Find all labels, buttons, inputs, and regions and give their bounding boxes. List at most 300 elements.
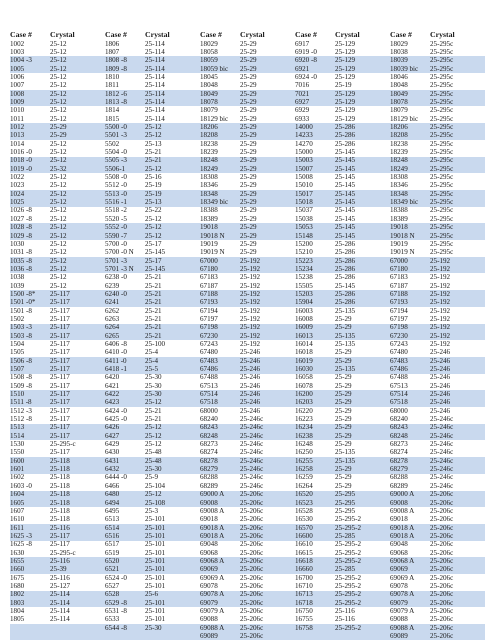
table-row [200,423,285,431]
case-number: 16238 [295,431,313,440]
crystal-number: 25-21 [145,289,162,298]
table-row [10,540,95,548]
crystal-number: 25-114 [145,39,165,48]
crystal-number: 25-30 [145,381,162,390]
crystal-number: 25-295c [430,206,454,215]
case-number: 16248 [295,440,313,449]
case-number: 1604 [10,490,25,499]
table-row [295,482,380,490]
case-number: 18029 [200,39,218,48]
crystal-number: 25-29 [240,156,257,165]
crystal-number: 25-295c [430,156,454,165]
table-row [390,507,475,515]
table-row [200,432,285,440]
crystal-number: 25-117 [50,415,70,424]
crystal-number: 25-118 [50,473,70,482]
case-number: 67194 [200,306,218,315]
table-row [200,323,285,331]
crystal-number: 25-29 [240,173,257,182]
case-number: 1808 -8 [105,56,127,65]
case-number: 69008 [200,498,218,507]
table-row [200,524,285,532]
table-row [105,140,190,148]
crystal-number: 25-21 [145,406,162,415]
table-row [10,357,95,365]
table-row [105,432,190,440]
case-number: 1814 [105,106,120,115]
crystal-number: 25-192 [430,264,451,273]
case-number: 15223 [295,256,313,265]
case-number: 18079 [390,106,408,115]
table-row [105,373,190,381]
crystal-number: 25-12 [145,423,162,432]
case-number: 69078 A [200,590,225,599]
table-row [10,81,95,89]
table-row [390,407,475,415]
table-row [10,198,95,206]
case-number: 16250 [295,448,313,457]
crystal-number: 25-145 [335,189,356,198]
case-number: 16018 [295,348,313,357]
table-row [10,532,95,540]
crystal-number: 25-286 [335,264,356,273]
table-row [295,115,380,123]
crystal-number: 25-295c [430,189,454,198]
table-row [295,549,380,557]
case-number: 6919 -0 [295,47,317,56]
case-number: 5504 -0 [105,148,127,157]
table-row [390,382,475,390]
table-row [105,223,190,231]
case-number: 6421 [105,381,120,390]
table-row [10,340,95,348]
crystal-number: 25-246c [240,440,264,449]
table-row [10,615,95,623]
crystal-number: 25-246 [430,348,451,357]
case-number: 19019 N [390,248,415,257]
crystal-number: 25-206c [430,615,454,624]
table-row [295,206,380,214]
case-number: 6516 [105,531,120,540]
case-number: 6933 [295,114,310,123]
table-row [10,257,95,265]
table-row [390,632,475,640]
crystal-number: 25-192 [240,314,261,323]
crystal-number: 25-12 [145,214,162,223]
table-row [105,156,190,164]
case-number: 18059 [200,56,218,65]
crystal-number: 25-246c [430,448,454,457]
crystal-number: 25-246 [240,356,261,365]
table-row [390,307,475,315]
case-number: 67230 [390,331,408,340]
crystal-number: 25-145 [335,148,356,157]
case-number: 67243 [200,339,218,348]
crystal-number: 25-117 [50,323,70,332]
table-row [10,232,95,240]
case-number: 1812 -6 [105,89,127,98]
table-row [10,473,95,481]
case-number: 5701 -3 [105,256,127,265]
crystal-number: 25-246 [430,390,451,399]
crystal-number: 25-206c [430,556,454,565]
crystal-number: 25-135 [335,448,356,457]
case-number: 6528 [105,590,120,599]
table-row [105,540,190,548]
table-row [105,165,190,173]
table-row [295,223,380,231]
crystal-number: 25-117 [50,423,70,432]
case-number: 1655 [10,556,25,565]
crystal-number: 25-21 [145,306,162,315]
table-row [390,81,475,89]
case-number: 16220 [295,406,313,415]
table-row [10,90,95,98]
case-number: 5700 -0 [105,239,127,248]
crystal-number: 25-29 [335,431,352,440]
case-number: 18248 [200,156,218,165]
crystal-number: 25-118 [50,456,70,465]
table-row [105,232,190,240]
case-number: 6920 -8 [295,56,317,65]
crystal-number: 25-246 [240,381,261,390]
crystal-number: 25-286 [335,139,356,148]
crystal-number: 25-295 [335,498,356,507]
crystal-number: 25-101 [145,581,166,590]
case-number: 69008 A [200,506,225,515]
crystal-number: 25-246 [240,406,261,415]
crystal-number: 25-192 [430,289,451,298]
case-number: 1811 [105,81,119,90]
crystal-number: 25-286 [335,131,356,140]
crystal-number: 25-135 [335,365,356,373]
crystal-number: 25-29 [240,139,257,148]
case-number: 1031 -8 [10,248,32,257]
crystal-number: 25-145 [335,214,356,223]
crystal-number: 25-29 [240,47,257,56]
crystal-number: 25-29 [335,356,352,365]
table-row [390,398,475,406]
crystal-number: 25-21 [145,298,162,307]
case-number: 6527 [105,581,120,590]
case-number: 1625 -3 [10,531,32,540]
crystal-number: 25-12 [145,131,162,140]
crystal-number: 25-295c [430,248,454,257]
table-row [295,340,380,348]
table-row [295,198,380,206]
crystal-number: 25-114 [145,56,165,65]
case-number: 18206 [200,123,218,132]
case-number: 69069 A [200,573,225,582]
crystal-number: 25-286 [335,273,356,282]
table-row [10,507,95,515]
table-row [390,373,475,381]
case-number: 1008 [10,89,25,98]
case-number: 69079 A [390,606,415,615]
case-number: 69068 [390,548,408,557]
table-row [200,390,285,398]
case-number: 69068 A [200,556,225,565]
case-number: 68248 [200,431,218,440]
table-row [200,557,285,565]
table-row [295,148,380,156]
crystal-number: 25-19 [145,189,162,198]
crystal-number: 25-295c [430,64,454,73]
table-row [10,348,95,356]
table-row [200,232,285,240]
table-row [390,232,475,240]
case-number: 67518 [200,398,218,407]
case-number: 16523 [295,498,313,507]
crystal-number: 25-246c [240,481,264,490]
table-row [105,131,190,139]
table-row [390,123,475,131]
table-row [10,273,95,281]
table-row [10,415,95,423]
case-number: 69018 A [200,523,225,532]
table-row [105,549,190,557]
table-column-3 [200,30,285,640]
case-number: 18078 [200,98,218,106]
crystal-number: 25-3 [145,506,159,515]
crystal-number: 25-295-2 [335,598,362,607]
case-number: 1028 -8 [10,223,32,232]
table-row [10,457,95,465]
crystal-number: 25-285 [335,531,356,540]
table-row [10,599,95,607]
table-row [105,240,190,248]
case-number: 69078 [390,581,408,590]
crystal-number: 25-114 [145,114,165,123]
case-number: 1805 [10,615,25,624]
table-row [10,298,95,306]
case-number: 16528 [295,506,313,515]
case-number: 6444 -0 [105,473,127,482]
table-row [200,448,285,456]
case-number: 1603 -0 [10,481,32,490]
crystal-number: 25-12 [50,264,67,273]
crystal-number: 25-116 [50,573,70,582]
case-number: 18389 [390,214,408,223]
crystal-number: 25-206c [430,540,454,549]
crystal-number: 25-192 [430,314,451,323]
table-row [390,98,475,106]
table-row [295,607,380,615]
case-number: 6427 [105,431,120,440]
crystal-number: 25-117 [50,356,70,365]
crystal-number: 25-206c [430,590,454,599]
table-row [200,265,285,273]
crystal-number: 25-39 [50,565,67,574]
table-row [295,106,380,114]
case-number: 67187 [390,281,408,290]
crystal-number: 25-12 [50,248,67,257]
crystal-number: 25-145 [335,181,356,190]
table-row [295,390,380,398]
table-row [105,323,190,331]
table-row [200,340,285,348]
case-number: 15203 [295,289,313,298]
case-number: 1605 [10,498,25,507]
crystal-number: 25-135 [335,456,356,465]
case-number: 16234 [295,423,313,432]
table-row [295,190,380,198]
crystal-number: 25-206c [240,498,264,507]
crystal-number: 25-12 [145,431,162,440]
case-number: 1530 [10,440,25,449]
crystal-number: 25-246c [240,456,264,465]
crystal-number: 25-206c [430,606,454,615]
table-row [390,482,475,490]
crystal-number: 25-6 [145,590,159,599]
case-number: 15018 [295,198,313,207]
table-row [10,482,95,490]
case-number: 6240 -0 [105,289,127,298]
table-row [295,524,380,532]
crystal-number: 25-286 [335,239,356,248]
table-row [200,40,285,48]
case-number: 15037 [295,206,313,215]
case-header: Case # [200,30,222,39]
case-number: 14233 [295,131,313,140]
case-number: 6432 [105,465,120,474]
table-row [295,365,380,373]
table-row [390,615,475,623]
crystal-number: 25-192 [240,289,261,298]
table-row [10,56,95,64]
table-row [295,282,380,290]
case-number: 69089 [200,632,218,640]
crystal-number: 25-286 [335,298,356,307]
crystal-number: 25-295-2 [335,556,362,565]
table-row [200,332,285,340]
case-number: 18239 [390,148,408,157]
case-number: 1802 [10,590,25,599]
crystal-number: 25-17 [145,256,162,265]
table-row [105,565,190,573]
table-row [390,156,475,164]
crystal-number: 25-101 [145,598,166,607]
case-number: 18249 [200,164,218,173]
table-row [10,315,95,323]
crystal-number: 25-117 [50,540,70,549]
table-row [200,290,285,298]
table-row [295,165,380,173]
crystal-number: 25-29 [335,381,352,390]
table-row [295,123,380,131]
case-number: 1026 -8 [10,206,32,215]
case-number: 16255 [295,456,313,465]
crystal-number: 25-246c [430,440,454,449]
crystal-number: 25-114 [145,81,165,90]
crystal-number: 25-29 [335,398,352,407]
case-number: 67514 [390,390,408,399]
case-number: 67483 [200,356,218,365]
table-row [105,365,190,373]
crystal-number: 25-192 [430,331,451,340]
case-number: 15008 [295,173,313,182]
case-number: 6917 [295,39,310,48]
crystal-number: 25-246c [240,423,264,432]
table-row [10,407,95,415]
case-number: 1625 -8 [10,540,32,549]
table-row [200,123,285,131]
case-number: 18346 [390,181,408,190]
table-row [105,173,190,181]
table-row [390,348,475,356]
case-number: 18029 [390,39,408,48]
case-number: 16019 [295,356,313,365]
crystal-number: 25-295c [430,214,454,223]
crystal-number: 25-206c [240,565,264,574]
crystal-number: 25-12 [145,164,162,173]
crystal-number: 25-114 [50,598,70,607]
case-number: 68278 [200,456,218,465]
table-row [390,624,475,632]
case-number: 5520 -5 [105,214,127,223]
case-number: 18348 [200,189,218,198]
case-number: 1510 [10,390,25,399]
crystal-number: 25-114 [145,64,165,73]
table-row [390,440,475,448]
crystal-number: 25-246c [430,423,454,432]
case-number: 67188 [200,289,218,298]
case-number: 16758 [295,623,313,632]
table-row [200,540,285,548]
crystal-number: 25-19 [145,181,162,190]
case-number: 69078 [200,581,218,590]
table-row [390,290,475,298]
table-row [390,390,475,398]
table-row [10,373,95,381]
table-row [200,499,285,507]
case-number: 6519 [105,548,120,557]
crystal-number: 25-29 [335,465,352,474]
case-number: 69088 [200,615,218,624]
case-number: 18058 [200,47,218,56]
crystal-number: 25-13 [145,198,162,207]
case-number: 5518 -2 [105,206,127,215]
case-number: 67480 [200,348,218,357]
crystal-number: 25-206c [240,506,264,515]
crystal-number: 25-129 [335,106,356,115]
case-number: 6425 -0 [105,415,127,424]
table-row [200,632,285,640]
crystal-number: 25-108 [145,498,166,507]
table-row [200,615,285,623]
crystal-number: 25-117 [50,381,70,390]
crystal-number: 25-295c [430,164,454,173]
case-number: 68288 [200,473,218,482]
crystal-number: 25-117 [50,331,70,340]
table-row [10,265,95,273]
crystal-number: 25-29 [50,131,67,140]
crystal-number: 25-145 [145,248,166,257]
case-number: 18238 [200,139,218,148]
case-number: 1508 -8 [10,373,32,382]
case-number: 1807 [105,47,120,56]
case-number: 1019 -0 [10,164,32,173]
table-row [295,590,380,598]
case-number: 1806 [105,39,120,48]
case-number: 6513 [105,515,120,524]
table-row [390,240,475,248]
table-row [10,131,95,139]
crystal-number: 25-145 [335,173,356,182]
crystal-number: 25-12 [50,214,67,223]
crystal-number: 25-295-2 [335,548,362,557]
case-number: 6924 -0 [295,72,317,81]
